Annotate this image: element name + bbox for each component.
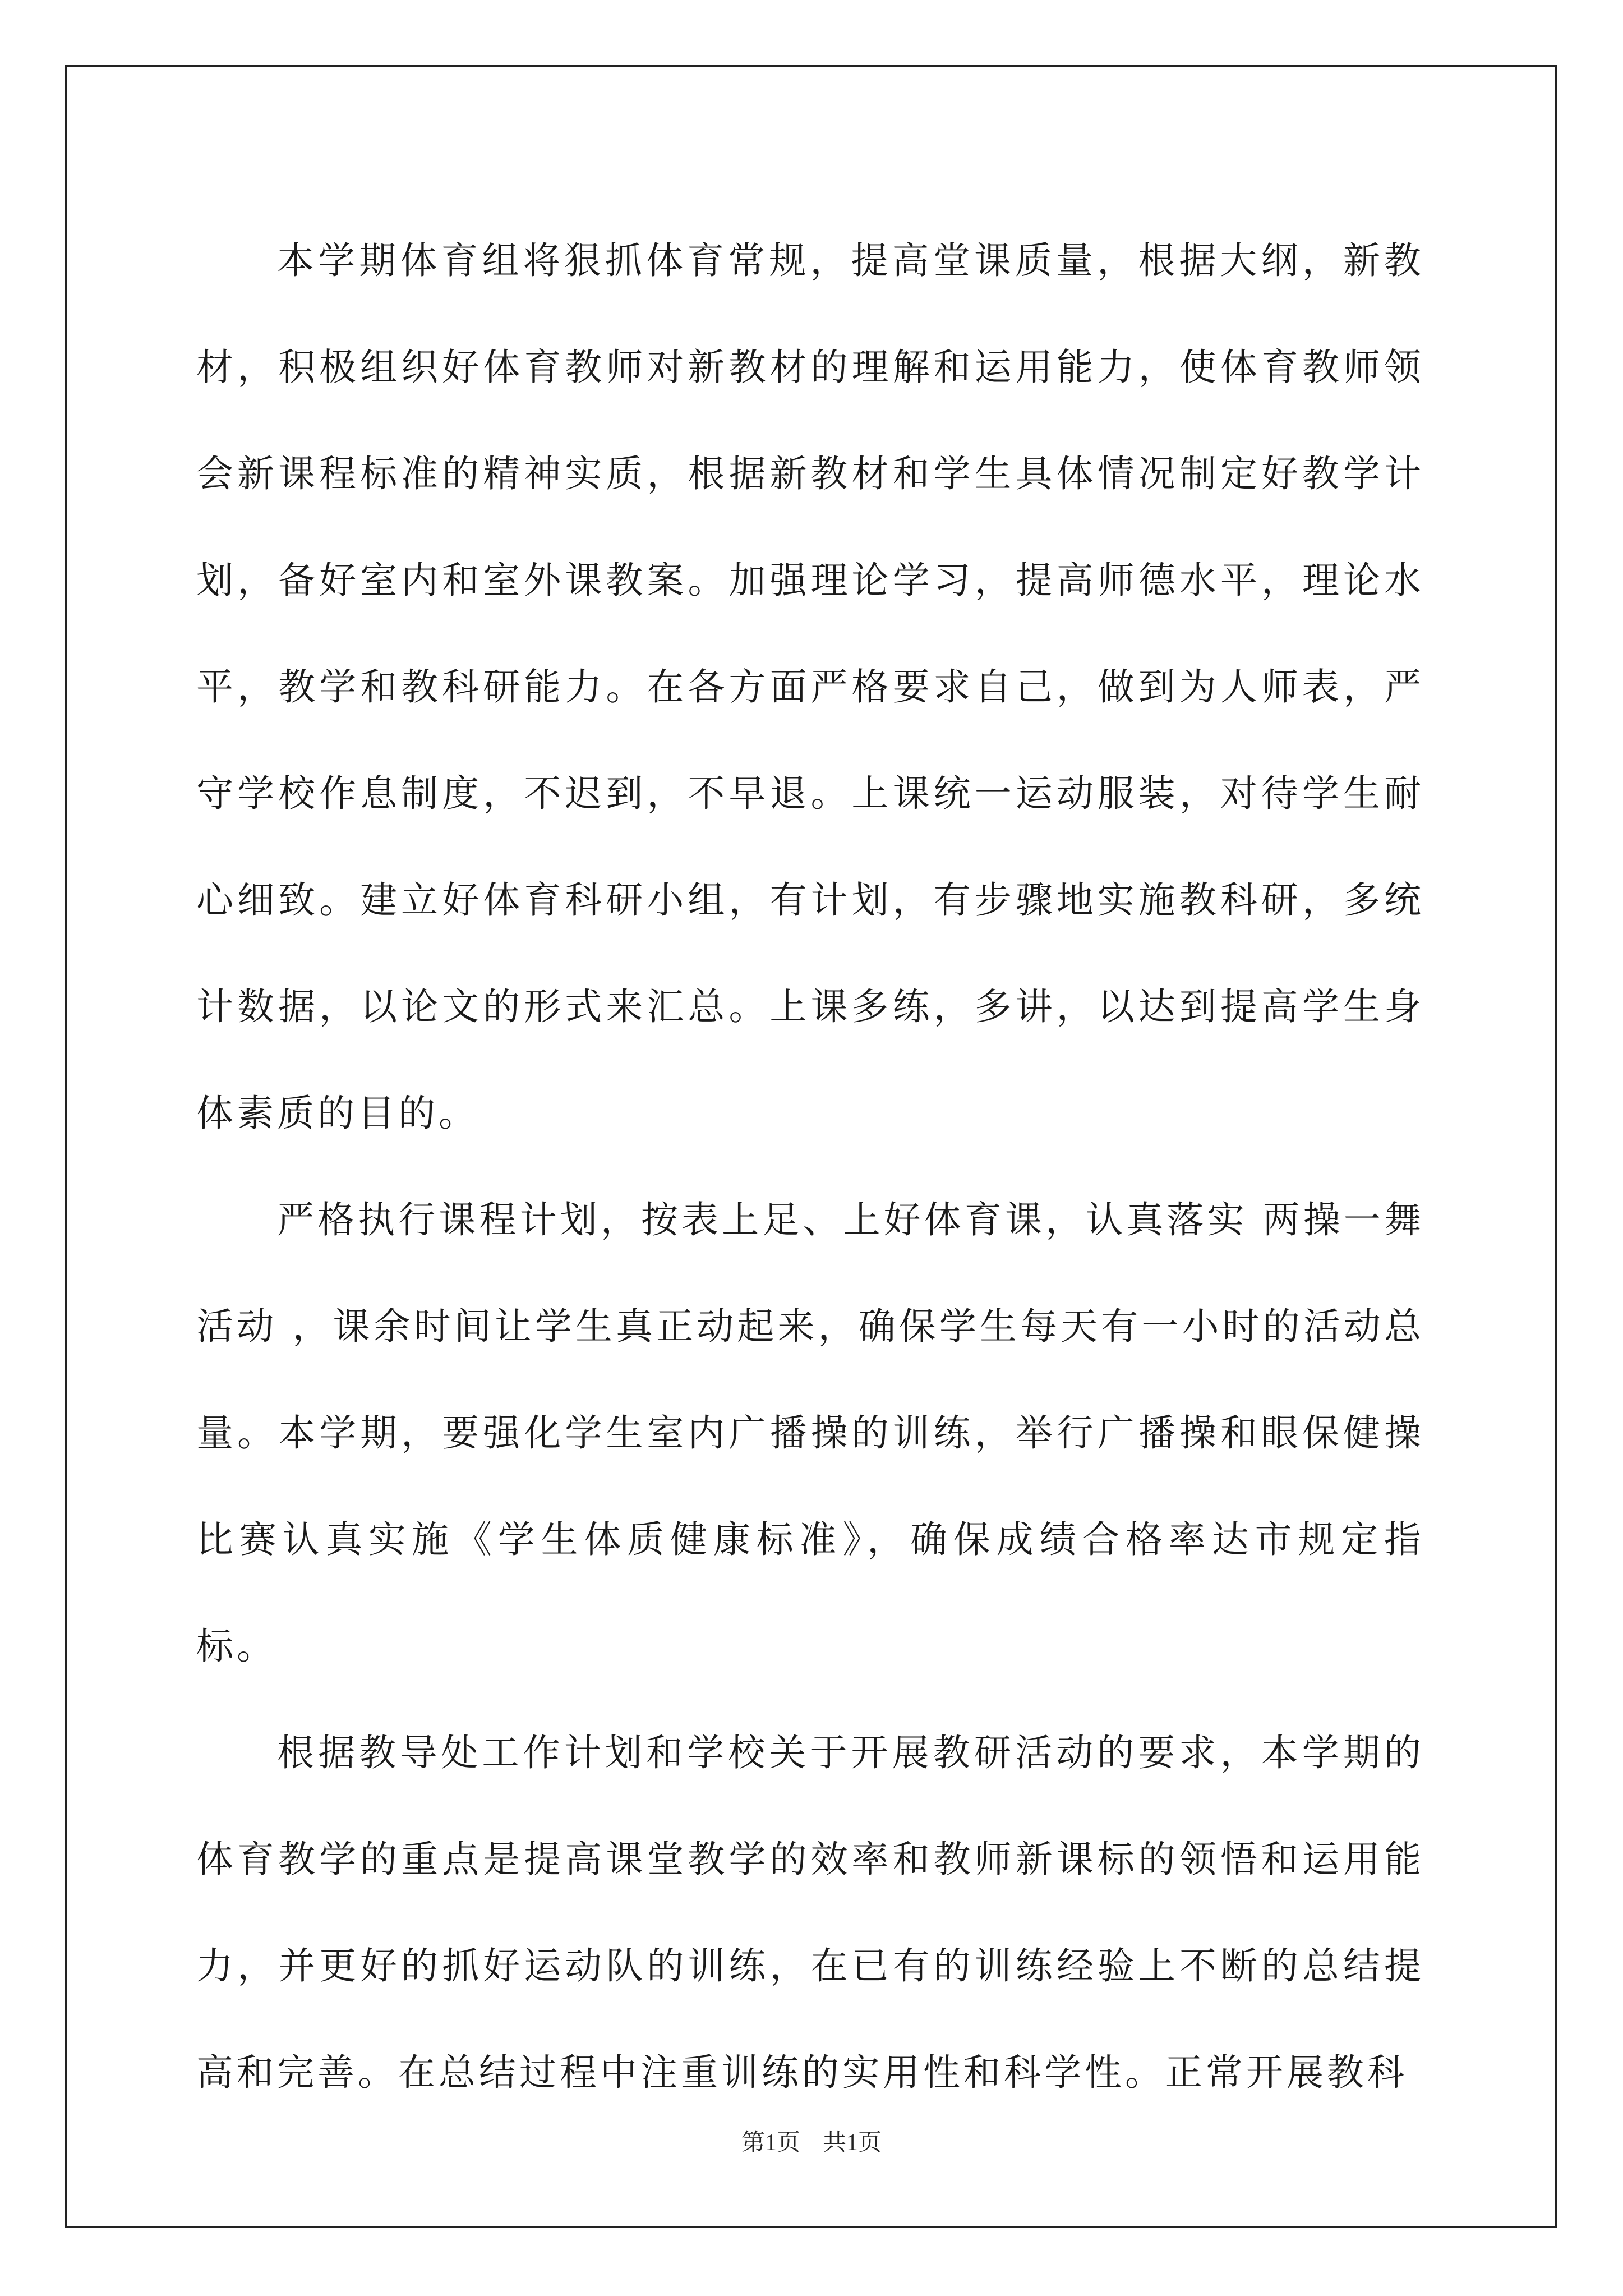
page-number: 第1页 xyxy=(741,2130,800,2156)
paragraph-2: 严格执行课程计划，按表上足、上好体育课，认真落实 两操一舞 活动 ，课余时间让学生真正动起来，确保学生每天有一小时的活动总量。本学期，要强化学生室内广播操的训练，举行广播操和眼保健操比赛认真实施《学生体质健康标准》，确保成绩合格率达市规定指标。 xyxy=(196,1198,1424,1668)
paragraph-1: 本学期体育组将狠抓体育常规，提高堂课质量，根据大纲，新教材，积极组织好体育教师对新教材的理解和运用能力，使体育教师领会新课程标准的精神实质，根据新教材和学生具体情况制定好教学计划，备好室内和室外课教案。加强理论学习，提高师德水平，理论水平，教学和教科研能力。在各方面严格要求自己，做到为人师表，严守学校作息制度，不迟到，不早退。上课统一运动服装，对待学生耐心细致。建立好体育科研小组，有计划，有步骤地实施教科研，多统计数据，以论文的形式来汇总。上课多练，多讲，以达到提高学生身体素质的目的。 xyxy=(196,239,1424,1135)
document-body xyxy=(196,208,1424,2126)
page-footer xyxy=(0,2126,1623,2160)
paragraph-3: 根据教导处工作计划和学校关于开展教研活动的要求，本学期的体育教学的重点是提高课堂教学的效率和教师新课标的领悟和运用能力，并更好的抓好运动队的训练，在已有的训练经验上不断的总结提高和完善。在总结过程中注重训练的实用性和科学性。正常开展教科 xyxy=(196,1731,1424,2094)
page-total: 共1页 xyxy=(823,2130,882,2156)
